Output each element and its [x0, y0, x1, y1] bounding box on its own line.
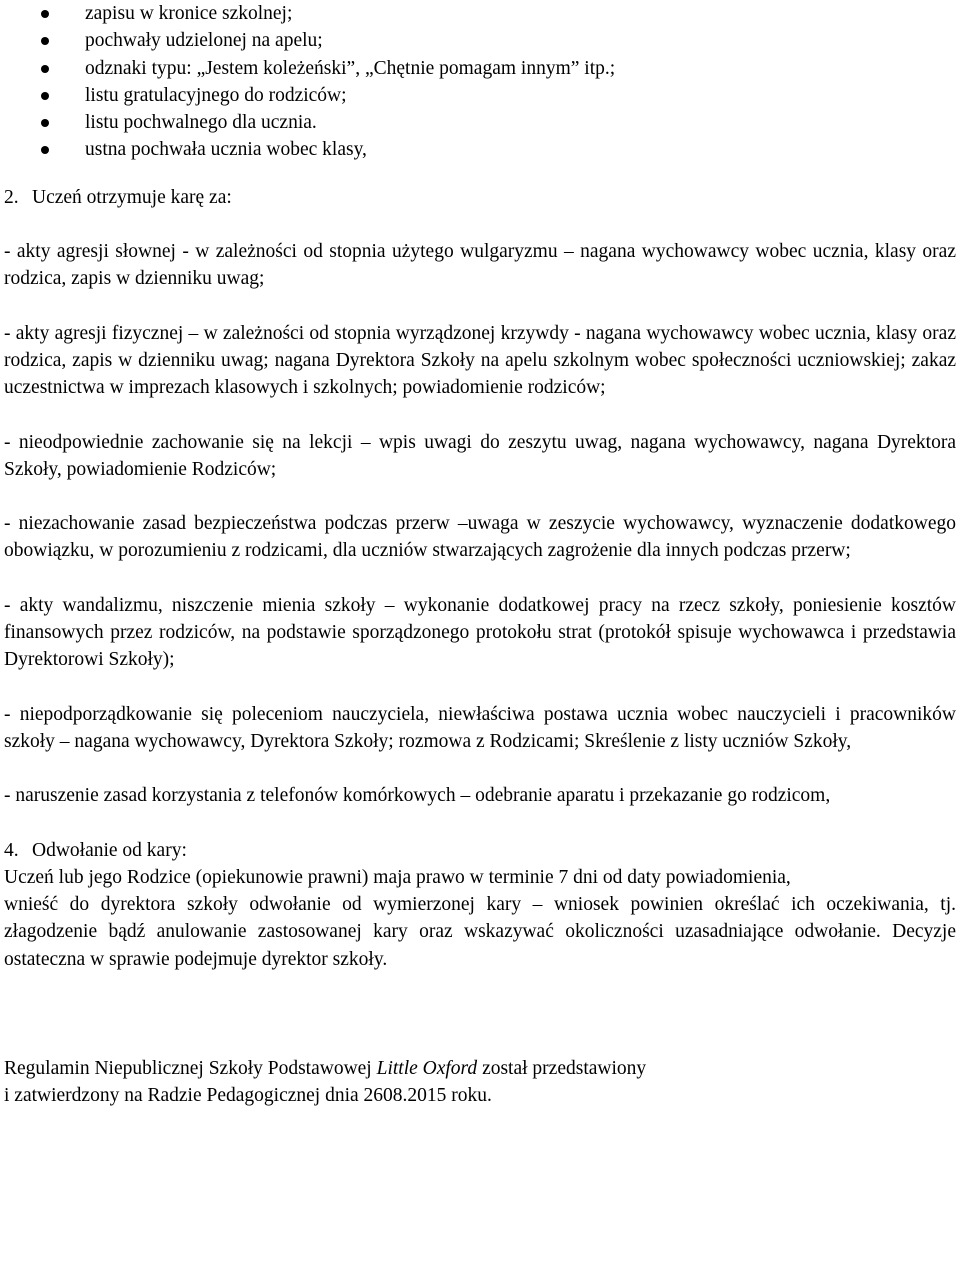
section-title: Odwołanie od kary:: [32, 839, 187, 861]
footer-text: Regulamin Niepublicznej Szkoły Podstawowej: [4, 1058, 377, 1080]
bullet-item: pochwały udzielonej na apelu;: [4, 27, 956, 54]
bullet-item: ustna pochwała ucznia wobec klasy,: [4, 136, 956, 163]
penalty-item: - nieodpowiednie zachowanie się na lekcji – wpis uwagi do zeszytu uwag, nagana wychowawcy, nagana Dyrektora Szkoły, powiadomienie Rodziców;: [4, 431, 956, 480]
penalty-item: - akty wandalizmu, niszczenie mienia szkoły – wykonanie dodatkowej pracy na rzecz szkoły, poniesienie kosztów finansowych przez rodziców, na podstawie sporządzonego protokołu strat (protokół spisuje wychowawca i przedstawia Dyrektorowi Szkoły);: [4, 594, 956, 671]
school-name: Little Oxford: [376, 1058, 478, 1080]
penalty-item: - akty agresji fizycznej – w zależności od stopnia wyrządzonej krzywdy - nagana wychowawcy wobec ucznia, klasy oraz rodzica, zapis w dzienniku uwag; nagana Dyrektora Szkoły na apelu szkolnym wobec społeczności uczniowskiej; zakaz uczestnictwa w imprezach klasowych i szkolnych; powiadomienie rodziców;: [4, 322, 956, 399]
footer-line-2: i zatwierdzony na Radzie Pedagogicznej dnia 2608.2015 roku.: [4, 1085, 492, 1107]
section-number: 4.: [4, 839, 19, 861]
appeal-paragraph-2: wnieść do dyrektora szkoły odwołanie od wymierzonej kary – wniosek powinien określać ich oczekiwania, tj. złagodzenie bądź anulowanie zastosowanej kary oraz wskazywać okoliczności uzasadniające odwołanie. Decyzje ostateczna w sprawie podejmuje dyrektor szkoły.: [4, 894, 956, 970]
bullet-item: listu pochwalnego dla ucznia.: [4, 109, 956, 136]
penalty-item: - niezachowanie zasad bezpieczeństwa podczas przerw –uwaga w zeszycie wychowawcy, wyznaczenie dodatkowego obowiązku, w porozumieniu z rodzicami, dla uczniów stwarzających zagrożenie dla innych podczas przerw;: [4, 513, 956, 562]
document-page: [4, 0, 956, 1110]
section-4-heading: [4, 837, 956, 864]
section-number: 2.: [4, 186, 19, 208]
footer-line-1: [4, 1055, 956, 1082]
bullet-item: zapisu w kronice szkolnej;: [4, 0, 956, 27]
appeal-paragraph-1: Uczeń lub jego Rodzice (opiekunowie prawni) maja prawo w terminie 7 dni od daty powiadomienia,: [4, 866, 791, 888]
bullet-item: odznaki typu: „Jestem koleżeński”, „Chętnie pomagam innym” itp.;: [4, 55, 956, 82]
penalty-item: - naruszenie zasad korzystania z telefonów komórkowych – odebranie aparatu i przekazanie go rodzicom,: [4, 785, 831, 807]
section-title: Uczeń otrzymuje karę za:: [32, 186, 232, 208]
footer-text: został przedstawiony: [477, 1058, 647, 1080]
penalty-item: - niepodporządkowanie się poleceniom nauczyciela, niewłaściwa postawa ucznia wobec nauczycieli i pracowników szkoły – nagana wychowawcy, Dyrektora Szkoły; rozmowa z Rodzicami; Skreślenie z listy uczniów Szkoły,: [4, 703, 956, 752]
penalty-item: - akty agresji słownej - w zależności od stopnia użytego wulgaryzmu – nagana wychowawcy wobec ucznia, klasy oraz rodzica, zapis w dzienniku uwag;: [4, 241, 956, 290]
section-2-heading: [4, 184, 956, 211]
document-footer: [4, 1055, 956, 1110]
reward-bullet-list: [4, 0, 956, 164]
bullet-item: listu gratulacyjnego do rodziców;: [4, 82, 956, 109]
